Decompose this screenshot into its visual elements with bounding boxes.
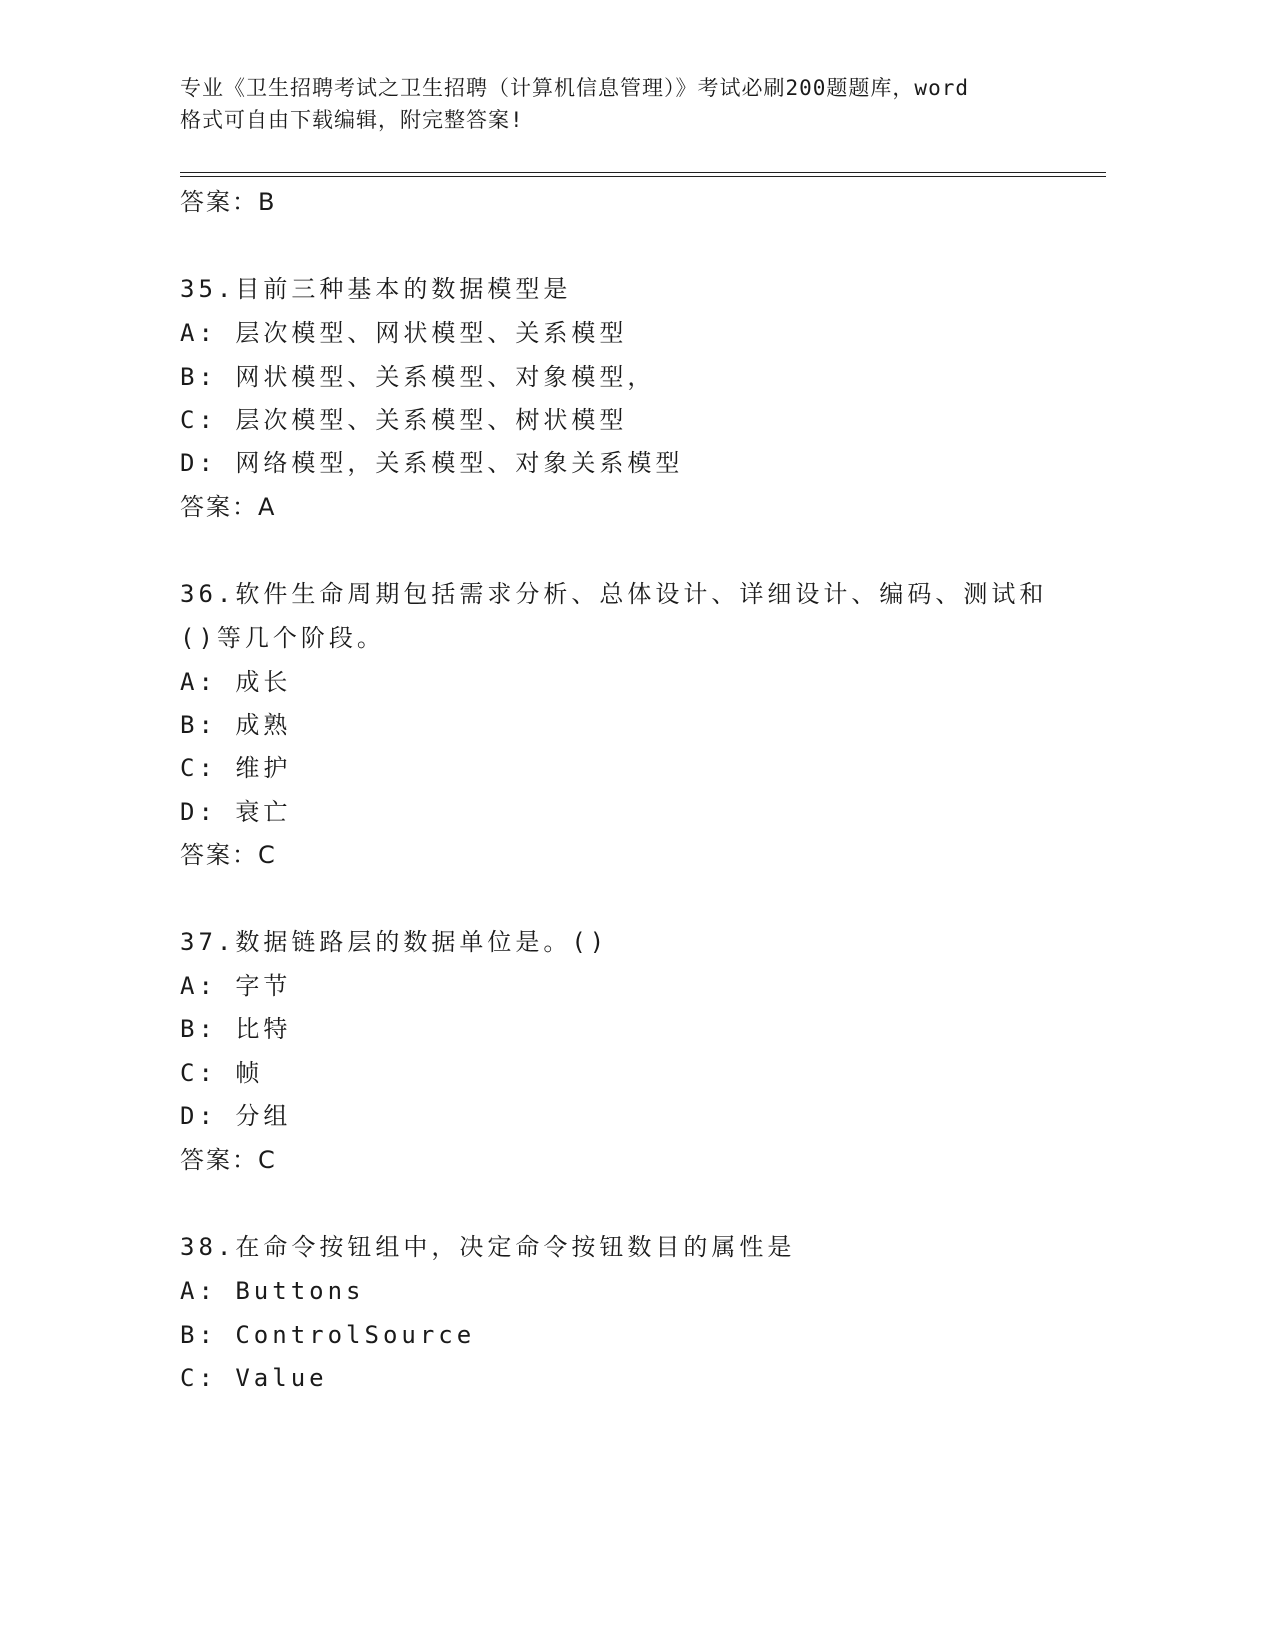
question-36-option-d: D: 衰亡	[180, 798, 292, 826]
question-36-answer: 答案：C	[180, 841, 277, 869]
question-38-option-b: B: ControlSource	[180, 1321, 476, 1349]
question-36-stem-line-1: 36.软件生命周期包括需求分析、总体设计、详细设计、编码、测试和	[180, 580, 1048, 608]
question-37-answer: 答案：C	[180, 1146, 277, 1174]
question-38-option-a: A: Buttons	[180, 1277, 365, 1305]
question-37-option-d: D: 分组	[180, 1102, 292, 1130]
question-37-stem: 37.数据链路层的数据单位是。()	[180, 928, 609, 956]
header-line-2: 格式可自由下载编辑，附完整答案!	[180, 108, 524, 132]
question-38-stem: 38.在命令按钮组中，决定命令按钮数目的属性是	[180, 1233, 796, 1261]
question-37-option-b: B: 比特	[180, 1015, 292, 1043]
question-35-option-d: D: 网络模型，关系模型、对象关系模型	[180, 449, 684, 477]
question-35-option-a: A: 层次模型、网状模型、关系模型	[180, 319, 628, 347]
question-36-option-b: B: 成熟	[180, 711, 292, 739]
question-37-option-a: A: 字节	[180, 972, 292, 1000]
question-35-answer: 答案：A	[180, 493, 277, 521]
question-36-option-c: C: 维护	[180, 754, 292, 782]
question-35-option-c: C: 层次模型、关系模型、树状模型	[180, 406, 628, 434]
question-36-option-a: A: 成长	[180, 668, 292, 696]
question-35-option-b: B: 网状模型、关系模型、对象模型，	[180, 363, 656, 391]
question-35-stem: 35.目前三种基本的数据模型是	[180, 275, 572, 303]
header-divider-bottom	[180, 176, 1106, 177]
question-37-option-c: C: 帧	[180, 1059, 264, 1087]
previous-answer: 答案：B	[180, 188, 277, 216]
question-38-option-c: C: Value	[180, 1364, 328, 1392]
header-line-1: 专业《卫生招聘考试之卫生招聘（计算机信息管理）》考试必刷200题题库，word	[180, 76, 969, 100]
document-header	[180, 72, 1060, 136]
header-divider-top	[180, 172, 1106, 173]
question-36-stem-line-2: ()等几个阶段。	[180, 624, 385, 652]
